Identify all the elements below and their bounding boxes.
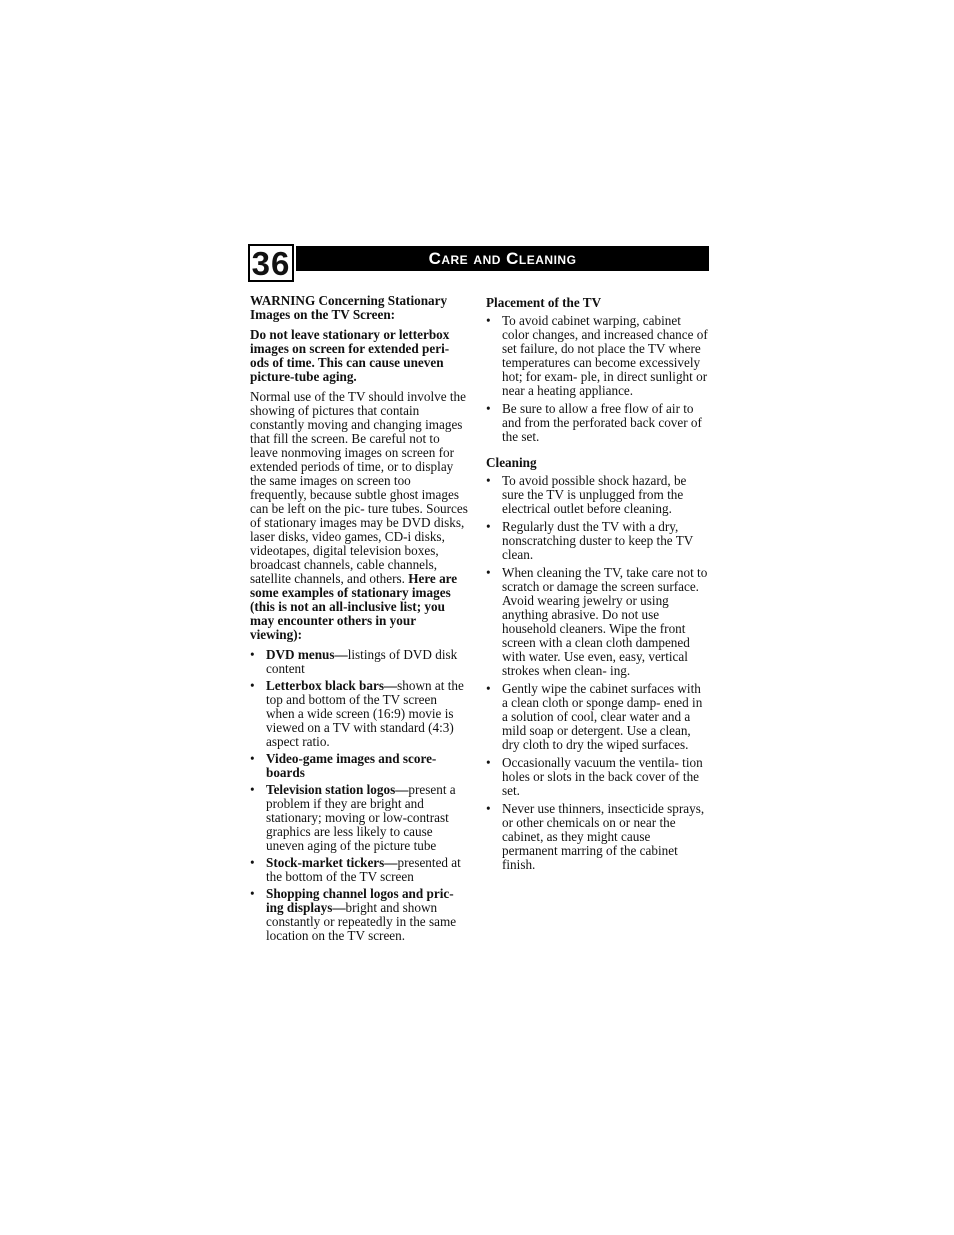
stationary-images-list xyxy=(250,648,468,943)
item-desc: shown at the top and bottom of the TV screen when a wide screen (16:9) movie is viewed on a TV with standard (4:3) aspect ratio. xyxy=(266,678,464,749)
item-desc: presented at the bottom of the TV screen xyxy=(266,855,461,884)
bullet-icon: • xyxy=(486,473,491,488)
item-text: Gently wipe the cabinet surfaces with a clean cloth or sponge damp- ened in a solution of cool, clear water and a mild soap or detergent. Use a clean, dry cloth to dry the wiped surfaces. xyxy=(502,681,703,752)
left-column xyxy=(250,294,468,946)
item-text: Regularly dust the TV with a dry, nonscratching duster to keep the TV clean. xyxy=(502,519,694,562)
list-item xyxy=(486,314,708,398)
item-text: Occasionally vacuum the ventila- tion holes or slots in the back cover of the set. xyxy=(502,755,703,798)
cleaning-heading: Cleaning xyxy=(486,455,537,470)
bullet-icon: • xyxy=(486,401,491,416)
title-bar xyxy=(296,246,709,271)
bullet-icon: • xyxy=(250,886,255,901)
list-item xyxy=(486,756,708,798)
list-item xyxy=(250,856,468,884)
item-term: Stock-market tickers— xyxy=(266,855,398,870)
bullet-icon: • xyxy=(486,313,491,328)
bullet-icon: • xyxy=(486,755,491,770)
bullet-icon: • xyxy=(250,751,255,766)
cleaning-list xyxy=(486,474,708,872)
item-term: Video-game images and score- boards xyxy=(266,751,437,780)
placement-list xyxy=(486,314,708,444)
item-term: Shopping channel logos and pric- ing displays— xyxy=(266,886,454,915)
list-item xyxy=(486,566,708,678)
item-text: When cleaning the TV, take care not to scratch or damage the screen surface. Avoid wearing jewelry or using anything abrasive. Do not use household cleaners. Wipe the front screen with a clean cloth dampened with water. Use even, easy, vertical strokes when clean- ing. xyxy=(502,565,708,678)
item-text: Never use thinners, insecticide sprays, or other chemicals on or near the cabinet, as they might cause permanent marring of the cabinet finish. xyxy=(502,801,705,872)
warning-heading: WARNING Concerning Stationary Images on the TV Screen: xyxy=(250,293,448,322)
bullet-icon: • xyxy=(486,681,491,696)
page-number: 36 xyxy=(248,244,294,282)
page-header xyxy=(248,244,709,284)
list-item xyxy=(250,752,468,780)
list-item xyxy=(250,783,468,853)
item-term: DVD menus— xyxy=(266,647,348,662)
item-text: To avoid cabinet warping, cabinet color changes, and increased chance of set failure, do not place the TV where temperatures can become excessively hot; for exam- ple, in direct sunlight or near a heating appliance. xyxy=(502,313,708,398)
bullet-icon: • xyxy=(250,678,255,693)
item-desc: listings of DVD disk content xyxy=(266,647,458,676)
bullet-icon: • xyxy=(486,565,491,580)
list-item xyxy=(250,648,468,676)
list-item xyxy=(486,682,708,752)
body-bold-text: Here are some examples of stationary images (this is not an all-inclusive list; you may encounter others in your viewing): xyxy=(250,571,458,642)
bullet-icon: • xyxy=(486,801,491,816)
item-term: Letterbox black bars— xyxy=(266,678,398,693)
item-text: Be sure to allow a free flow of air to and from the perforated back cover of the set. xyxy=(502,401,702,444)
item-desc: present a problem if they are bright and stationary; moving or low-contrast graphics are less likely to cause uneven aging of the picture tube xyxy=(266,782,456,853)
bullet-icon: • xyxy=(250,782,255,797)
body-text: Normal use of the TV should involve the showing of pictures that contain constantly moving and changing images that fill the screen. Be careful not to leave nonmoving images on screen for extended periods of time, or to display the same images on screen too frequently, because subtle ghost images can be left on the pic- ture tubes. Sources of stationary images may be DVD disks, laser disks, video games, CD-i disks, videotapes, digital television boxes, broadcast channels, cable channels, satellite channels, and others. xyxy=(250,389,468,586)
list-item xyxy=(250,887,468,943)
placement-heading: Placement of the TV xyxy=(486,295,602,310)
section-title: Care and Cleaning xyxy=(428,249,577,268)
list-item xyxy=(486,474,708,516)
item-term: Television station logos— xyxy=(266,782,409,797)
list-item xyxy=(486,520,708,562)
item-text: To avoid possible shock hazard, be sure the TV is unplugged from the electrical outlet before cleaning. xyxy=(502,473,687,516)
list-item xyxy=(486,802,708,872)
bullet-icon: • xyxy=(250,855,255,870)
bullet-icon: • xyxy=(486,519,491,534)
right-column xyxy=(486,296,708,876)
list-item xyxy=(486,402,708,444)
list-item xyxy=(250,679,468,749)
warning-text: Do not leave stationary or letterbox images on screen for extended peri- ods of time. This can cause uneven picture-tube aging. xyxy=(250,327,450,384)
body-paragraph xyxy=(250,390,468,642)
item-desc: bright and shown constantly or repeatedly in the same location on the TV screen. xyxy=(266,900,457,943)
bullet-icon: • xyxy=(250,647,255,662)
